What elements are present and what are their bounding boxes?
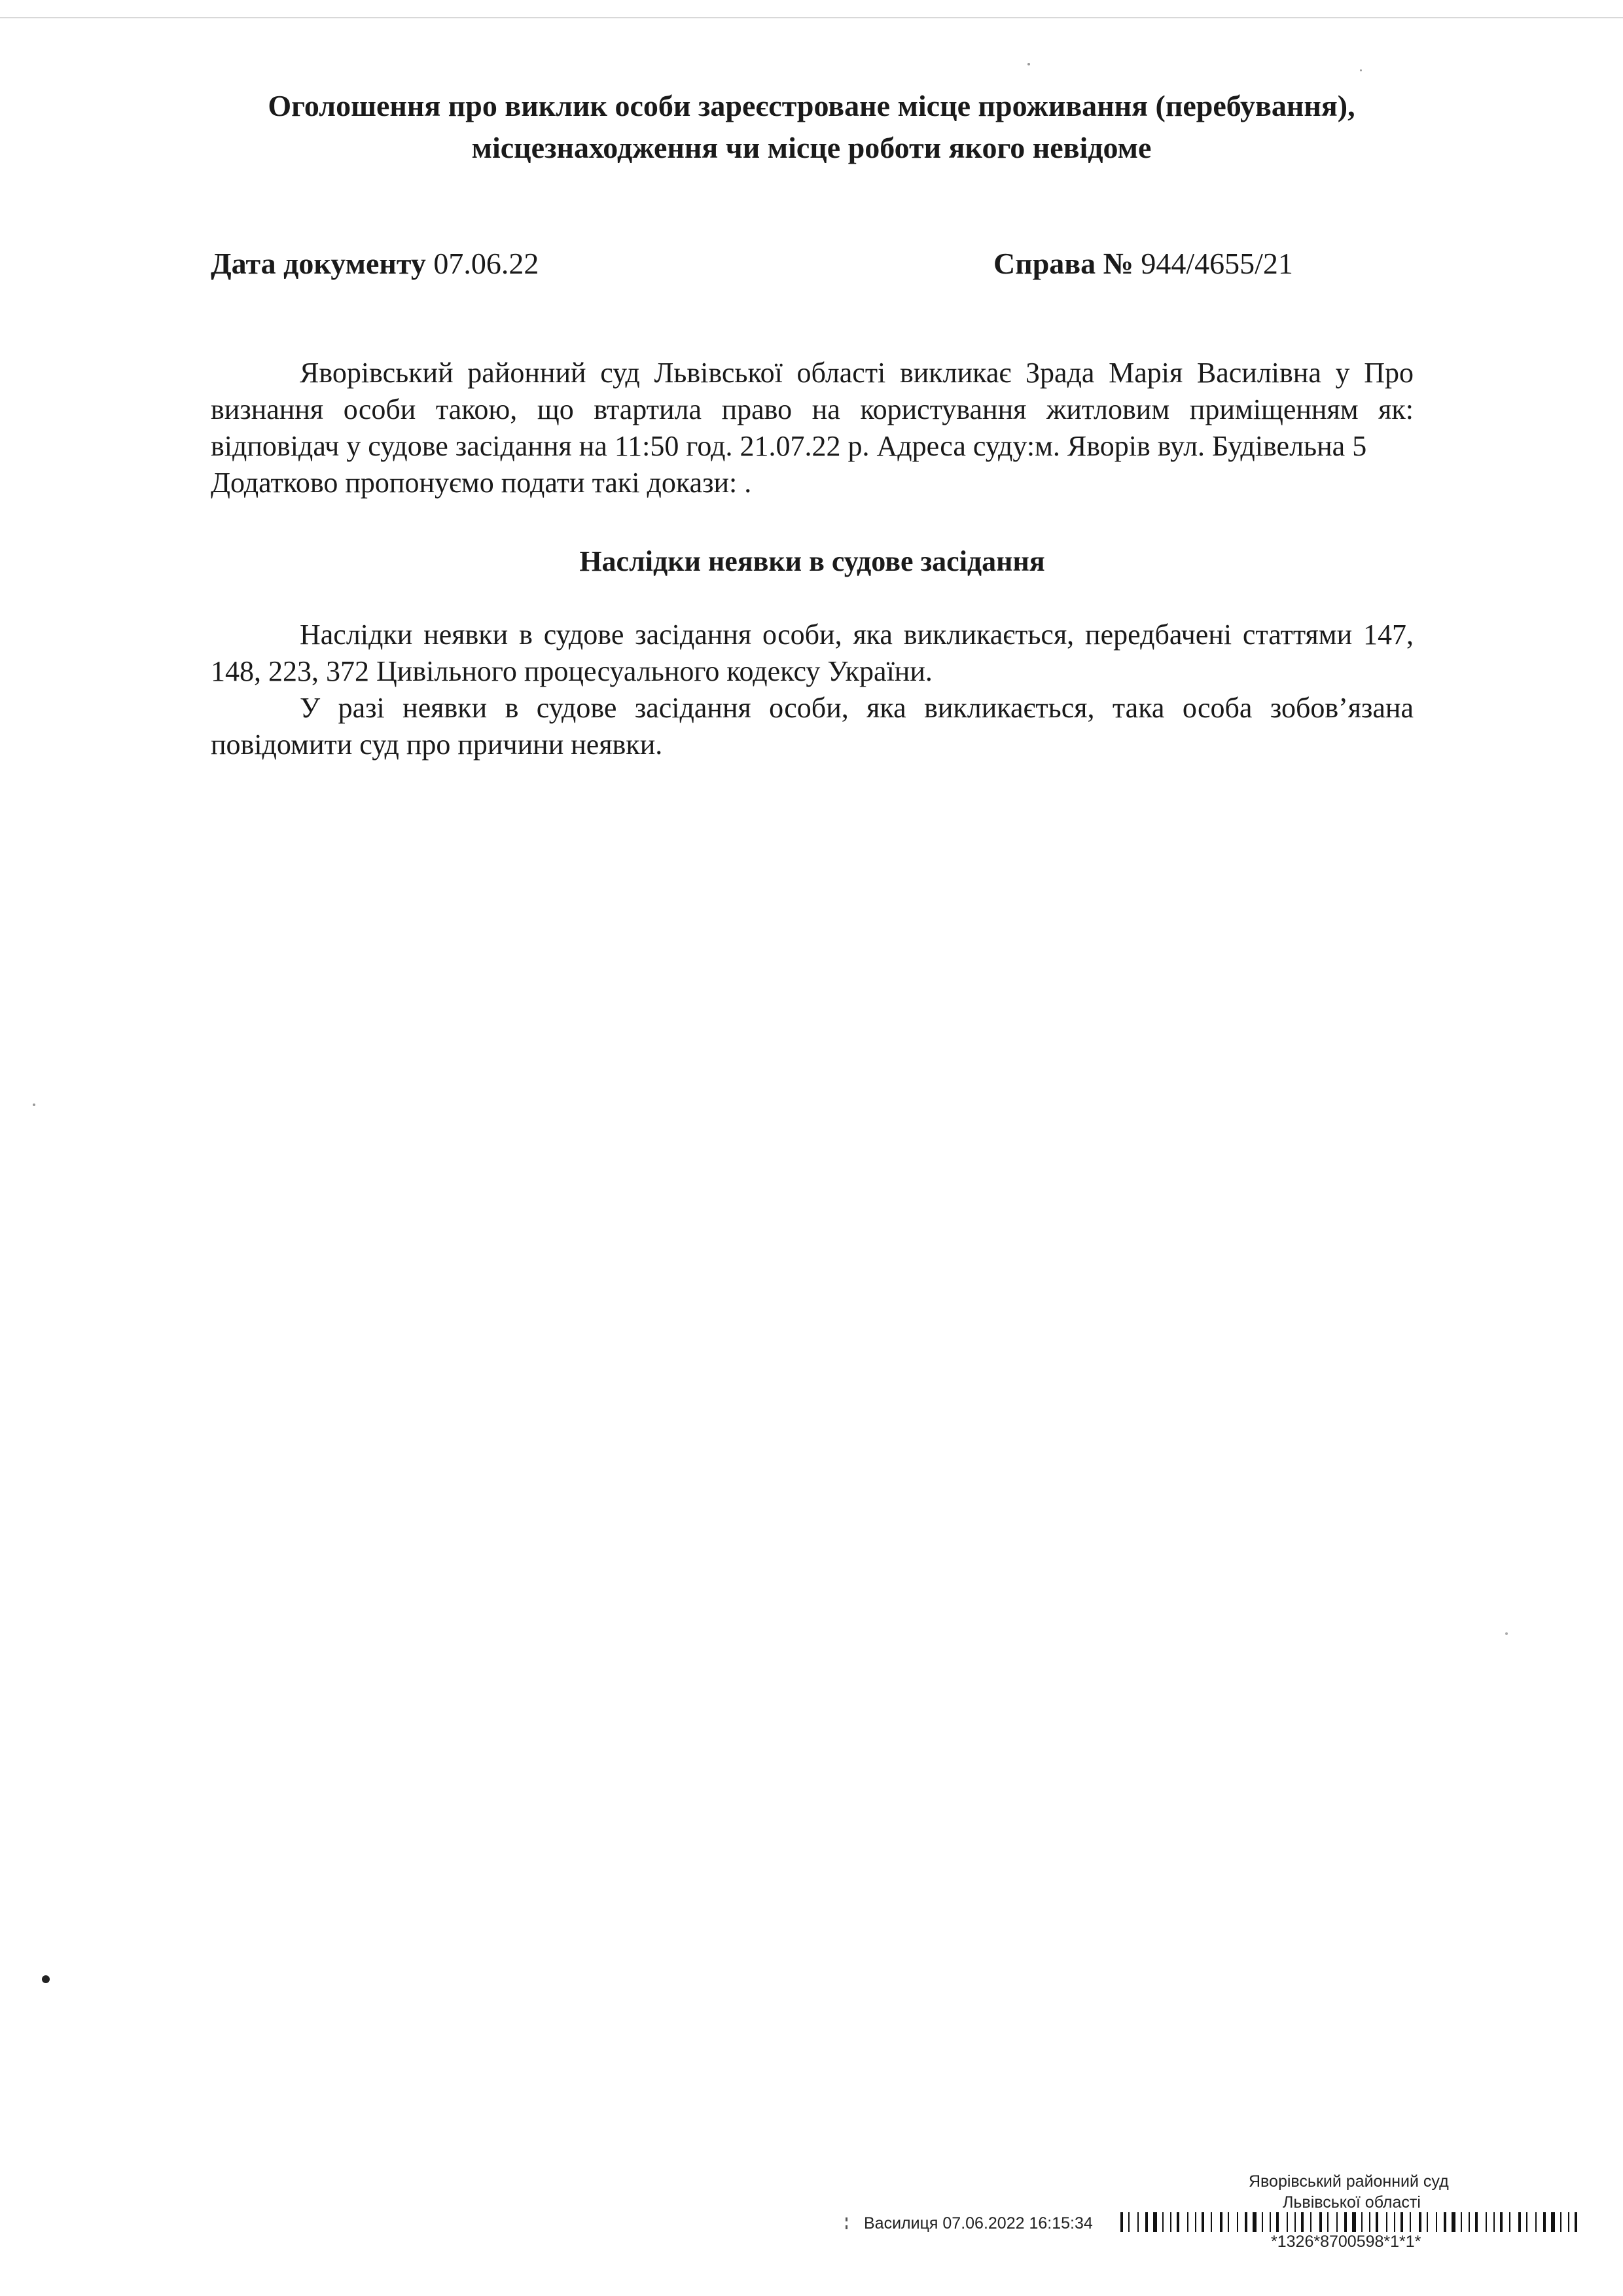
- barcode-bar: [1319, 2212, 1322, 2232]
- evidence-request-text: Додатково пропонуємо подати такі докази: .: [211, 467, 752, 499]
- barcode-bar: [1560, 2212, 1561, 2232]
- tick-marks: [844, 2215, 853, 2232]
- scan-speck: [42, 1975, 50, 1983]
- barcode-bar: [1287, 2212, 1288, 2232]
- barcode-bar: [1352, 2212, 1356, 2232]
- barcode-bar: [1228, 2212, 1229, 2232]
- barcode-bar: [1518, 2212, 1521, 2232]
- summons-text: Яворівський районний суд Львівської області викликає Зрада Марія Василівна у Про визнання особи такою, що втартила право на користування житловим приміщенням як: відповідач у судове засідання на 11:50 год. 21.07.22 р. Адреса суду:м. Яворів вул. Будівельна 5: [211, 357, 1414, 462]
- barcode-bar: [1294, 2212, 1296, 2232]
- barcode-bar: [1262, 2212, 1263, 2232]
- barcode-bar: [1535, 2212, 1537, 2232]
- barcode-bar: [1427, 2212, 1428, 2232]
- case-number: [993, 244, 1293, 283]
- barcode-bar: [1301, 2212, 1304, 2232]
- barcode-bar: [1461, 2212, 1462, 2232]
- consequences-text: Наслідки неявки в судове засідання особи, яка викликається, передбачені статтями 147, 148, 223, 372 Цивільного процесуального кодексу України.: [211, 619, 1414, 687]
- barcode-bar: [1336, 2212, 1338, 2232]
- barcode-number: *1326*8700598*1*1*: [1271, 2233, 1421, 2251]
- scan-speck: [1360, 69, 1362, 71]
- barcode-bar: [1177, 2212, 1179, 2232]
- barcode-bar: [1475, 2212, 1478, 2232]
- barcode-bar: [1419, 2212, 1421, 2232]
- scan-speck: [1027, 63, 1030, 65]
- barcode-bar: [1187, 2212, 1188, 2232]
- barcode-bar: [1270, 2212, 1271, 2232]
- document-title: Оголошення про виклик особи зареєстроване місце проживання (перебування), місцезнаходження чи місце роботи якого невідоме: [268, 89, 1355, 164]
- barcode-bar: [1128, 2212, 1130, 2232]
- barcode-bar: [1327, 2212, 1329, 2232]
- document-date: [211, 244, 539, 283]
- barcode-bar: [1276, 2212, 1279, 2232]
- barcode-bar: [1145, 2212, 1148, 2232]
- barcode-bar: [1202, 2212, 1204, 2232]
- barcode-bar: [1153, 2212, 1157, 2232]
- barcode-bar: [1137, 2212, 1139, 2232]
- consequences-section: [211, 617, 1414, 763]
- barcode-bar: [1500, 2212, 1503, 2232]
- barcode-bar: [1253, 2212, 1257, 2232]
- barcode-bar: [1509, 2212, 1510, 2232]
- barcode-bar: [1543, 2212, 1546, 2232]
- barcode-bar: [1526, 2212, 1527, 2232]
- barcode-bar: [1237, 2212, 1238, 2232]
- barcode-bar: [1486, 2212, 1487, 2232]
- court-name-line2: Львівської області: [1283, 2193, 1421, 2212]
- barcode-image: [1120, 2212, 1578, 2232]
- barcode-bar: [1195, 2212, 1196, 2232]
- barcode-bar: [1170, 2212, 1171, 2232]
- case-value: 944/4655/21: [1141, 247, 1293, 280]
- barcode-bar: [1469, 2212, 1470, 2232]
- barcode-bar: [1386, 2212, 1387, 2232]
- barcode-bar: [1361, 2212, 1363, 2232]
- barcode-bar: [1452, 2212, 1455, 2232]
- scan-speck: [33, 1103, 35, 1106]
- scan-speck: [1505, 1632, 1508, 1635]
- summons-paragraph: [211, 355, 1414, 501]
- barcode-bar: [1369, 2212, 1370, 2232]
- case-label: Справа №: [993, 247, 1133, 280]
- barcode-bar: [1568, 2212, 1569, 2232]
- obligation-text: У разі неявки в судове засідання особи, яка викликається, така особа зобов’язана повідомити суд про причини неявки.: [211, 692, 1414, 761]
- barcode-bar: [1551, 2212, 1555, 2232]
- barcode-bar: [1410, 2212, 1411, 2232]
- barcode-bar: [1162, 2212, 1164, 2232]
- section-heading: Наслідки неявки в судове засідання: [579, 545, 1045, 577]
- barcode-bar: [1394, 2212, 1395, 2232]
- date-value: 07.06.22: [433, 247, 539, 280]
- barcode-bar: [1436, 2212, 1437, 2232]
- barcode-bar: [1376, 2212, 1378, 2232]
- clerk-stamp: Василиця 07.06.2022 16:15:34: [864, 2214, 1093, 2233]
- barcode-bar: [1310, 2212, 1311, 2232]
- scan-edge-line: [0, 17, 1623, 18]
- court-name-line1: Яворівський районний суд: [1249, 2172, 1449, 2191]
- barcode-bar: [1211, 2212, 1212, 2232]
- barcode-bar: [1493, 2212, 1495, 2232]
- date-label: Дата документу: [211, 247, 426, 280]
- barcode-bar: [1444, 2212, 1446, 2232]
- barcode-bar: [1120, 2212, 1123, 2232]
- barcode-bar: [1400, 2212, 1403, 2232]
- barcode-bar: [1575, 2212, 1577, 2232]
- barcode-bar: [1220, 2212, 1222, 2232]
- barcode-bar: [1245, 2212, 1247, 2232]
- barcode-bar: [1344, 2212, 1347, 2232]
